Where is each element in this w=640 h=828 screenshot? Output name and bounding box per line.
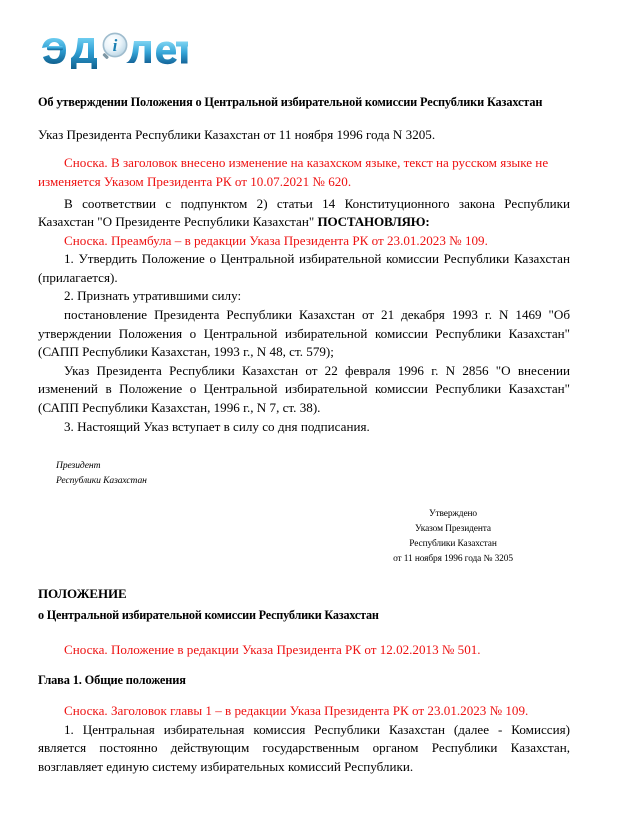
approval-line-4: от 11 ноября 1996 года № 3205 xyxy=(393,554,513,565)
signature-country: Республики Казахстан xyxy=(56,475,147,487)
svg-text:i: i xyxy=(112,36,118,55)
source-reference: Указ Президента Республики Казахстан от 11 ноября 1996 года N 3205. xyxy=(38,126,436,142)
decree-item-1: 1. Утвердить Положение о Центральной избирательной комиссии Республики Казахстан (прилагается). xyxy=(38,251,570,285)
adilet-logo-icon xyxy=(38,26,188,80)
postanovlyayu-keyword: ПОСТАНОВЛЯЮ: xyxy=(317,214,430,230)
approval-block xyxy=(338,507,568,568)
decree-item-2-sub-2: Указ Президента Республики Казахстан от 22 февраля 1996 г. N 2856 "О внесении изменений в Положение о Центральной избирательной комиссии Республики Казахстан" (САПП Республики Казахстан, 1996 г., N 7, ст. 38). xyxy=(38,362,570,415)
polozhenie-heading: ПОЛОЖЕНИЕ xyxy=(38,585,127,601)
decree-item-3: 3. Настоящий Указ вступает в силу со дня подписания. xyxy=(64,418,370,434)
annotation-chapter-1: Сноска. Заголовок главы 1 – в редакции Указа Президента РК от 23.01.2023 № 109. xyxy=(64,703,529,719)
signature-block xyxy=(38,458,570,489)
preamble-text: В соответствии с подпунктом 2) статьи 14 Конституционного закона Республики Казахстан "О Президенте Республики Казахстан" xyxy=(38,195,570,230)
page-title: Об утверждении Положения о Центральной избирательной комиссии Республики Казахстан xyxy=(38,95,543,109)
annotation-title-change: Сноска. В заголовок внесено изменение на казахском языке, текст на русском языке не изменяется Указом Президента РК от 10.07.2021 № 620. xyxy=(38,155,549,189)
decree-item-2: 2. Признать утратившими силу: xyxy=(64,288,242,304)
decree-item-2-sub-1: постановление Президента Республики Казахстан от 21 декабря 1993 г. N 1469 "Об утверждении Положения о Центральной избирательной комиссии Республики Казахстан" (САПП Республики Казахстан, 1993 г., N 48, ст. 579); xyxy=(38,307,570,360)
chapter-1-item-1: 1. Центральная избирательная комиссия Республики Казахстан (далее - Комиссия) является постоянно действующим государственным органом Республики Казахстан, возглавляет единую систему избирательных комиссий Республики. xyxy=(38,721,570,774)
site-logo[interactable] xyxy=(38,26,570,84)
signature-role: Президент xyxy=(56,460,101,472)
approval-line-2: Указом Президента xyxy=(415,524,491,534)
polozhenie-subheading: о Центральной избирательной комиссии Республики Казахстан xyxy=(38,608,379,623)
approval-line-1: Утверждено xyxy=(428,508,478,519)
annotation-preamble: Сноска. Преамбула – в редакции Указа Президента РК от 23.01.2023 № 109. xyxy=(64,232,488,248)
chapter-1-heading: Глава 1. Общие положения xyxy=(38,673,186,688)
preamble-paragraph xyxy=(38,195,570,232)
approval-line-3: Республики Казахстан xyxy=(409,539,497,550)
annotation-polozhenie: Сноска. Положение в редакции Указа Президента РК от 12.02.2013 № 501. xyxy=(64,641,481,657)
